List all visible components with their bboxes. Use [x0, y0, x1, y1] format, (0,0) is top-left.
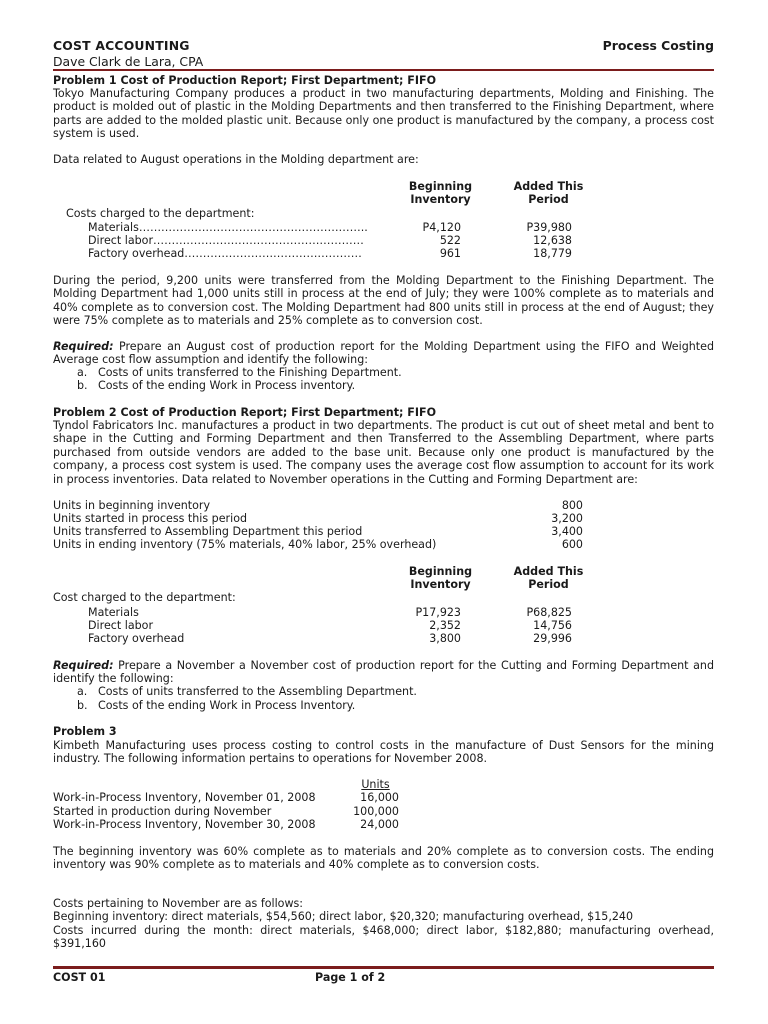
problem2-required	[53, 659, 714, 686]
problem2-intro: Tyndol Fabricators Inc. manufactures a product in two departments. The product is cut out of sheet metal and bent to shape in the Cutting and Forming Department and then Transferred to the Assembling Department, where parts purchased from outside vendors are added to the base unit. Because only one product is manufactured by the company, a process cost system is used. The company uses the average cost flow assumption to account for its work in process inventories. Data related to November operations in the Cutting and Forming Department are:	[53, 419, 714, 486]
footer-rule	[53, 966, 714, 969]
p2-costs-label: Cost charged to the department:	[53, 591, 236, 604]
problem3-completion: The beginning inventory was 60% complete as to materials and 20% complete as to conversion costs. The ending inventory was 90% complete as to materials and 40% complete as to conversion costs.	[53, 845, 714, 872]
p1-row-beg: 961	[439, 247, 461, 260]
p2-col-added-l2: Period	[528, 578, 569, 592]
p3-unit-label: Started in production during November	[53, 805, 272, 818]
p1-row-label: Factory overhead…………………………………………	[88, 247, 362, 260]
p3-unit-value: 100,000	[353, 805, 399, 818]
problem1-data-intro: Data related to August operations in the Molding department are:	[53, 153, 419, 166]
p2-row-added: P68,825	[526, 606, 572, 619]
p2-item-text: Costs of units transferred to the Assembling Department.	[98, 685, 417, 698]
footer-page: Page 1 of 2	[315, 971, 386, 984]
p1-row-label: Direct labor…………………………………………………	[88, 234, 364, 247]
p2-required-text: Prepare a November a November cost of production report for the Cutting and Forming Department and identify the following:	[53, 659, 714, 686]
p1-row-added: P39,980	[526, 221, 572, 234]
p1-item-marker: b.	[77, 379, 88, 392]
p2-col-beginning-l1: Beginning	[408, 565, 473, 578]
document-page	[53, 0, 714, 1024]
p1-row-added: 18,779	[533, 247, 572, 260]
p2-row-label: Direct labor	[88, 619, 154, 632]
p3-beginning-costs: Beginning inventory: direct materials, $54,560; direct labor, $20,320; manufacturing overhead, $15,240	[53, 910, 634, 923]
p1-row-beg: P4,120	[422, 221, 461, 234]
p1-col-added-l2: Period	[528, 193, 569, 207]
p1-col-added	[501, 180, 596, 207]
p1-col-beginning	[393, 180, 488, 207]
problem1-narrative: During the period, 9,200 units were transferred from the Molding Department to the Finishing Department. The Molding Department had 1,000 units still in process at the end of July; they were 100% complete as to materials and 40% complete as to conversion cost. The Molding Department had 800 units still in process at the end of August; they were 75% complete as to materials and 25% complete as to conversion cost.	[53, 274, 714, 328]
problem1-required	[53, 340, 714, 367]
p2-unit-value: 800	[561, 499, 583, 512]
footer-code: COST 01	[53, 971, 106, 984]
p2-row-label: Factory overhead	[88, 632, 185, 645]
problem1-intro: Tokyo Manufacturing Company produces a product in two manufacturing departments, Molding and Finishing. The product is molded out of plastic in the Molding Departments and then transferred to the Finishing Department, where parts are added to the molded plastic unit. Because only one product is manufactured by the company, a process cost system is used.	[53, 87, 714, 141]
p2-unit-label: Units started in process this period	[53, 512, 248, 525]
p3-unit-label: Work-in-Process Inventory, November 01, 2008	[53, 791, 316, 804]
p2-col-added-l1: Added This	[513, 565, 584, 578]
p2-item-marker: b.	[77, 699, 88, 712]
p3-costs-intro: Costs pertaining to November are as follows:	[53, 897, 304, 910]
p1-costs-label: Costs charged to the department:	[66, 207, 255, 220]
p1-col-added-l1: Added This	[513, 180, 584, 193]
problem3-intro: Kimbeth Manufacturing uses process costing to control costs in the manufacture of Dust Sensors for the mining industry. The following information pertains to operations for November 2008.	[53, 739, 714, 766]
topic-title: Process Costing	[602, 38, 714, 53]
p2-item-text: Costs of the ending Work in Process Inventory.	[98, 699, 356, 712]
problem1-title: Problem 1 Cost of Production Report; First Department; FIFO	[53, 74, 437, 87]
p1-row-added: 12,638	[533, 234, 572, 247]
p2-col-added	[501, 565, 596, 592]
p1-col-beginning-l2: Inventory	[410, 193, 471, 207]
p1-required-label: Required:	[53, 340, 114, 353]
p2-unit-label: Units in ending inventory (75% materials, 40% labor, 25% overhead)	[53, 538, 437, 551]
p3-unit-value: 24,000	[360, 818, 399, 831]
p2-required-label: Required:	[53, 659, 114, 672]
author-name: Dave Clark de Lara, CPA	[53, 54, 204, 69]
p2-row-beg: P17,923	[415, 606, 461, 619]
p2-col-beginning	[393, 565, 488, 592]
p2-unit-value: 3,200	[551, 512, 583, 525]
p2-row-beg: 2,352	[429, 619, 461, 632]
p2-unit-value: 3,400	[551, 525, 583, 538]
p1-item-text: Costs of units transferred to the Finishing Department.	[98, 366, 402, 379]
p2-col-beginning-l2: Inventory	[410, 578, 471, 592]
p2-unit-label: Units transferred to Assembling Department this period	[53, 525, 363, 538]
p3-unit-label: Work-in-Process Inventory, November 30, 2008	[53, 818, 316, 831]
course-title: COST ACCOUNTING	[53, 38, 190, 53]
p1-col-beginning-l1: Beginning	[408, 180, 473, 193]
p3-unit-value: 16,000	[360, 791, 399, 804]
p1-required-text: Prepare an August cost of production report for the Molding Department using the FIFO and Weighted Average cost flow assumption and identify the following:	[53, 340, 714, 367]
p2-row-beg: 3,800	[429, 632, 461, 645]
p2-row-added: 14,756	[533, 619, 572, 632]
problem2-title: Problem 2 Cost of Production Report; First Department; FIFO	[53, 406, 437, 419]
p2-unit-value: 600	[561, 538, 583, 551]
p1-item-text: Costs of the ending Work in Process inventory.	[98, 379, 356, 392]
header-rule	[53, 69, 714, 71]
problem3-title: Problem 3	[53, 725, 117, 738]
p3-units-header: Units	[361, 778, 390, 791]
p2-row-added: 29,996	[533, 632, 572, 645]
p1-row-label: Materials……………………………………………………..	[88, 221, 368, 234]
p2-row-label: Materials	[88, 606, 139, 619]
p2-item-marker: a.	[77, 685, 88, 698]
p1-item-marker: a.	[77, 366, 88, 379]
p1-row-beg: 522	[439, 234, 461, 247]
p3-incurred-costs: Costs incurred during the month: direct materials, $468,000; direct labor, $182,880; manufacturing overhead, $391,160	[53, 924, 714, 951]
p2-unit-label: Units in beginning inventory	[53, 499, 211, 512]
